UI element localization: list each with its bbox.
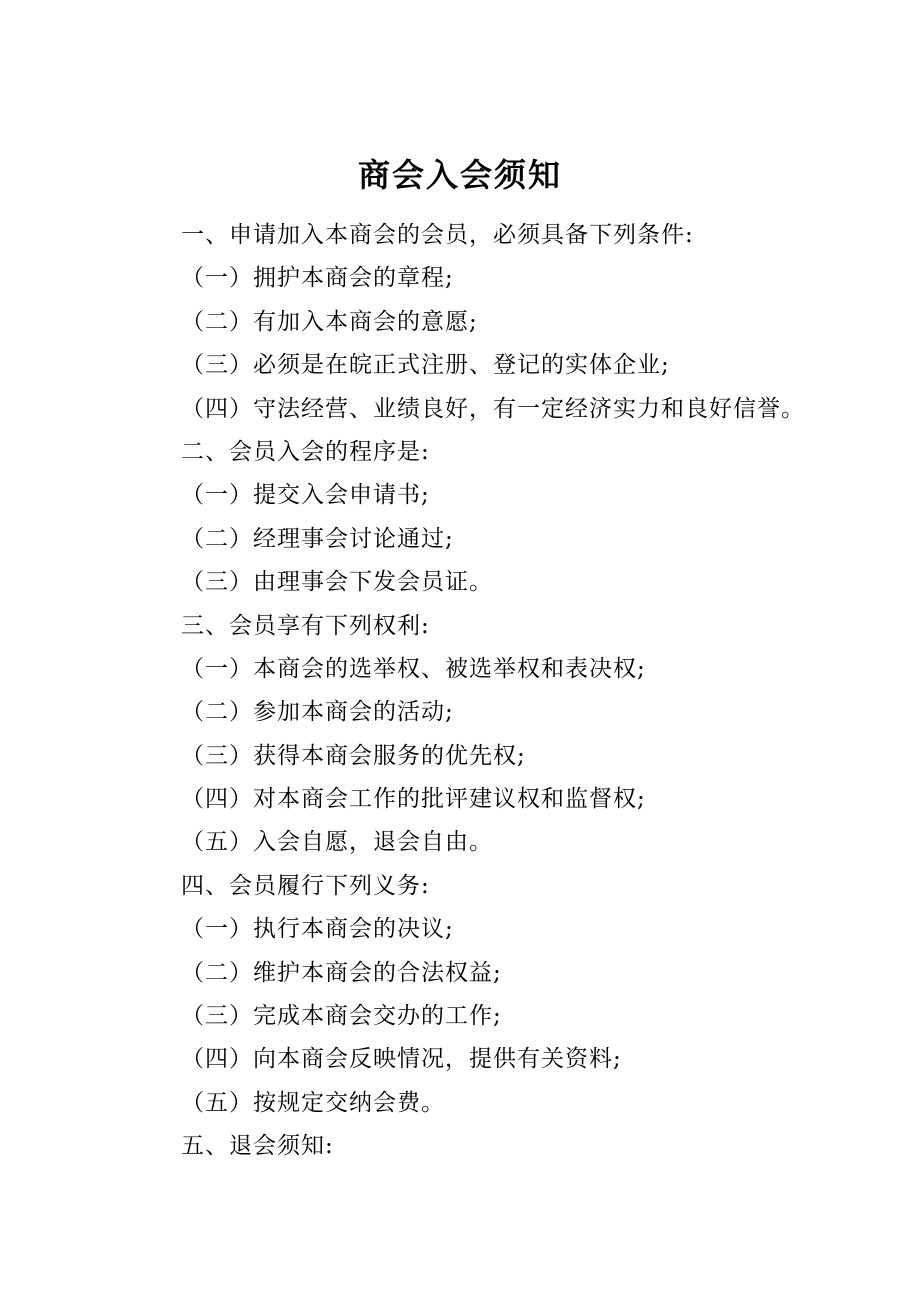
section-heading: 二、会员入会的程序是: — [181, 438, 430, 465]
list-item: （一）提交入会申请书; — [181, 482, 430, 509]
list-item: （四）守法经营、业绩良好，有一定经济实力和良好信誉。 — [181, 395, 805, 422]
list-item: （一）本商会的选举权、被选举权和表决权; — [181, 655, 646, 682]
list-item: （一）拥护本商会的章程; — [181, 265, 454, 292]
list-item: （一）执行本商会的决议; — [181, 916, 454, 943]
list-item: （二）有加入本商会的意愿; — [181, 308, 478, 335]
list-item: （二）经理事会讨论通过; — [181, 525, 454, 552]
section-heading: 五、退会须知: — [181, 1133, 334, 1160]
section-heading: 四、会员履行下列义务: — [181, 872, 430, 899]
list-item: （二）参加本商会的活动; — [181, 699, 454, 726]
list-item: （五）按规定交纳会费。 — [181, 1089, 445, 1116]
list-item: （五）入会自愿，退会自由。 — [181, 829, 493, 856]
section-heading: 一、申请加入本商会的会员，必须具备下列条件: — [181, 222, 694, 248]
list-item: （二）维护本商会的合法权益; — [181, 959, 502, 986]
list-item: （三）完成本商会交办的工作; — [181, 1003, 502, 1030]
document-body — [181, 214, 821, 1169]
list-item: （三）获得本商会服务的优先权; — [181, 742, 526, 769]
list-item: （四）对本商会工作的批评建议权和监督权; — [181, 786, 646, 813]
list-item: （三）由理事会下发会员证。 — [181, 569, 493, 596]
list-item: （四）向本商会反映情况，提供有关资料; — [181, 1046, 622, 1073]
document-title: 商会入会须知 — [357, 156, 562, 194]
section-heading: 三、会员享有下列权利: — [181, 612, 430, 639]
list-item: （三）必须是在皖正式注册、登记的实体企业; — [181, 352, 670, 379]
